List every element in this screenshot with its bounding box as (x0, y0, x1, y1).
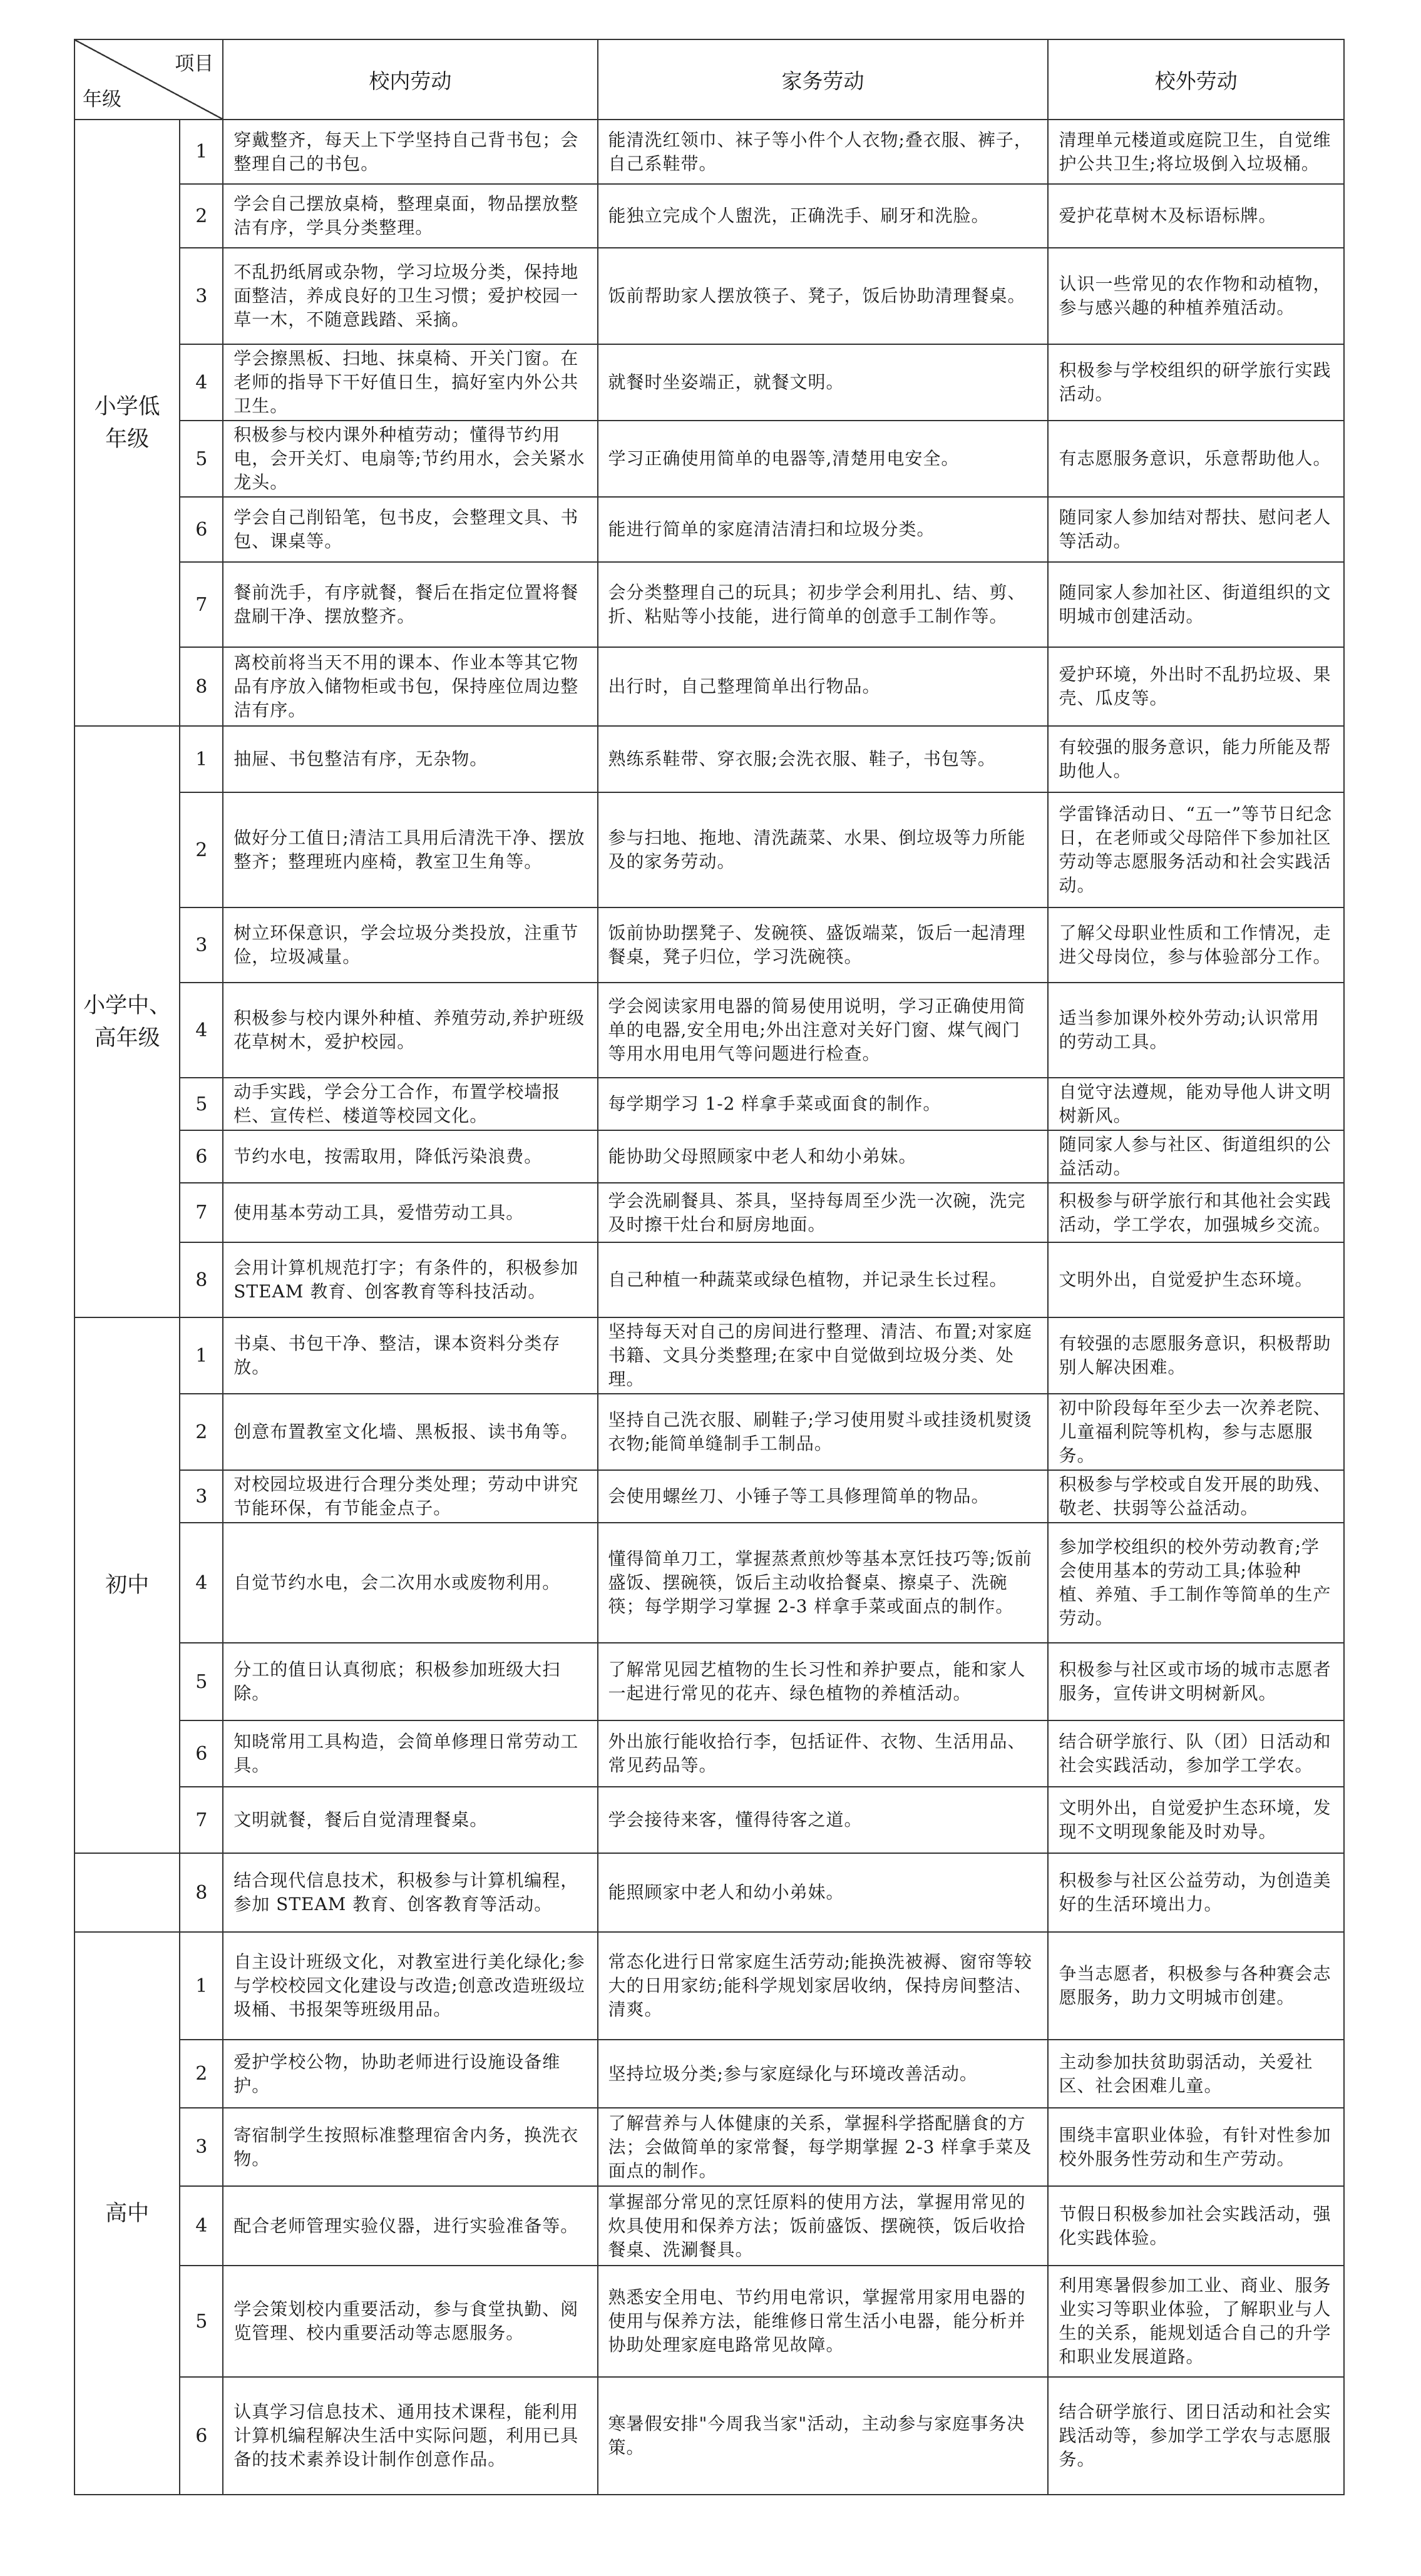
table-row (74, 1932, 1344, 2040)
housework-cell: 饭前帮助家人摆放筷子、凳子，饭后协助清理餐桌。 (598, 248, 1049, 344)
header-row (74, 39, 1344, 120)
outside-labor-cell: 随同家人参加社区、街道组织的文明城市创建活动。 (1048, 562, 1344, 647)
corner-label-grade: 年级 (83, 88, 121, 111)
table-row (74, 1470, 1344, 1523)
table-row (74, 184, 1344, 248)
row-number: 6 (180, 2377, 223, 2495)
housework-cell: 就餐时坐姿端正，就餐文明。 (598, 344, 1049, 421)
row-number: 2 (180, 1394, 223, 1470)
outside-labor-cell: 主动参加扶贫助弱活动，关爱社区、社会困难儿童。 (1048, 2040, 1344, 2108)
row-number: 5 (180, 421, 223, 497)
housework-cell: 学会接待来客，懂得待客之道。 (598, 1787, 1049, 1853)
table-row (74, 2266, 1344, 2377)
row-number: 6 (180, 497, 223, 562)
school-labor-cell: 认真学习信息技术、通用技术课程，能利用计算机编程解决生活中实际问题，利用已具备的技术素养设计制作创意作品。 (223, 2377, 597, 2495)
outside-labor-cell: 利用寒暑假参加工业、商业、服务业实习等职业体验，了解职业与人生的关系，能规划适合自己的升学和职业发展道路。 (1048, 2266, 1344, 2377)
outside-labor-cell: 围绕丰富职业体验，有针对性参加校外服务性劳动和生产劳动。 (1048, 2108, 1344, 2186)
corner-cell (74, 39, 223, 120)
outside-labor-cell: 积极参与研学旅行和其他社会实践活动，学工学农，加强城乡交流。 (1048, 1183, 1344, 1242)
school-labor-cell: 离校前将当天不用的课本、作业本等其它物品有序放入储物柜或书包，保持座位周边整洁有序。 (223, 647, 597, 726)
row-number: 2 (180, 184, 223, 248)
housework-cell: 掌握部分常见的烹饪原料的使用方法，掌握用常见的炊具使用和保养方法；饭前盛饭、摆碗筷，饭后收拾餐桌、洗涮餐具。 (598, 2186, 1049, 2266)
school-labor-cell: 树立环保意识，学会垃圾分类投放，注重节俭，垃圾减量。 (223, 907, 597, 983)
table-row (74, 2108, 1344, 2186)
housework-cell: 外出旅行能收拾行李，包括证件、衣物、生活用品、常见药品等。 (598, 1720, 1049, 1787)
housework-cell: 坚持每天对自己的房间进行整理、清洁、布置;对家庭书籍、文具分类整理;在家中自觉做到垃圾分类、处理。 (598, 1317, 1049, 1394)
row-number: 3 (180, 248, 223, 344)
table-row (74, 421, 1344, 497)
outside-labor-cell: 积极参与学校组织的研学旅行实践活动。 (1048, 344, 1344, 421)
row-number: 6 (180, 1130, 223, 1183)
grade-level-cell (74, 120, 180, 726)
row-number: 3 (180, 1470, 223, 1523)
grade-level-label: 高中 (105, 2200, 150, 2226)
table-row (74, 647, 1344, 726)
outside-labor-cell: 有志愿服务意识，乐意帮助他人。 (1048, 421, 1344, 497)
row-number: 7 (180, 1787, 223, 1853)
school-labor-cell: 寄宿制学生按照标准整理宿舍内务，换洗衣物。 (223, 2108, 597, 2186)
school-labor-cell: 动手实践，学会分工合作，布置学校墙报栏、宣传栏、楼道等校园文化。 (223, 1078, 597, 1130)
column-header-housework: 家务劳动 (598, 39, 1049, 120)
outside-labor-cell: 初中阶段每年至少去一次养老院、儿童福利院等机构，参与志愿服务。 (1048, 1394, 1344, 1470)
row-number: 1 (180, 1932, 223, 2040)
school-labor-cell: 学会自己削铅笔，包书皮，会整理文具、书包、课桌等。 (223, 497, 597, 562)
outside-labor-cell: 节假日积极参加社会实践活动，强化实践体验。 (1048, 2186, 1344, 2266)
row-number: 5 (180, 1643, 223, 1720)
outside-labor-cell: 随同家人参加结对帮扶、慰问老人等活动。 (1048, 497, 1344, 562)
grade-level-cell (74, 1932, 180, 2495)
housework-cell: 学会洗刷餐具、茶具，坚持每周至少洗一次碗，洗完及时擦干灶台和厨房地面。 (598, 1183, 1049, 1242)
grade-level-label: 小学中、 高年级 (83, 993, 172, 1051)
housework-cell: 能照顾家中老人和幼小弟妹。 (598, 1853, 1049, 1932)
housework-cell: 坚持自己洗衣服、刷鞋子;学习使用熨斗或挂烫机熨烫衣物;能简单缝制手工制品。 (598, 1394, 1049, 1470)
row-number: 4 (180, 1523, 223, 1643)
housework-cell: 能协助父母照顾家中老人和幼小弟妹。 (598, 1130, 1049, 1183)
row-number: 8 (180, 1853, 223, 1932)
table-row (74, 1853, 1344, 1932)
row-number: 8 (180, 1242, 223, 1317)
school-labor-cell: 对校园垃圾进行合理分类处理；劳动中讲究节能环保，有节能金点子。 (223, 1470, 597, 1523)
school-labor-cell: 分工的值日认真彻底；积极参加班级大扫除。 (223, 1643, 597, 1720)
row-number: 2 (180, 792, 223, 907)
row-number: 4 (180, 344, 223, 421)
school-labor-cell: 学会策划校内重要活动，参与食堂执勤、阅览管理、校内重要活动等志愿服务。 (223, 2266, 597, 2377)
table-row (74, 497, 1344, 562)
housework-cell: 每学期学习 1-2 样拿手菜或面食的制作。 (598, 1078, 1049, 1130)
school-labor-cell: 餐前洗手，有序就餐，餐后在指定位置将餐盘刷干净、摆放整齐。 (223, 562, 597, 647)
table-row (74, 792, 1344, 907)
grade-level-empty-cell (74, 1853, 180, 1932)
housework-cell: 能独立完成个人盥洗，正确洗手、刷牙和洗脸。 (598, 184, 1049, 248)
outside-labor-cell: 结合研学旅行、团日活动和社会实践活动等，参加学工学农与志愿服务。 (1048, 2377, 1344, 2495)
school-labor-cell: 做好分工值日;清洁工具用后清洗干净、摆放整齐；整理班内座椅，教室卫生角等。 (223, 792, 597, 907)
grade-level-label: 初中 (105, 1573, 150, 1598)
outside-labor-cell: 积极参与社区或市场的城市志愿者服务，宣传讲文明树新风。 (1048, 1643, 1344, 1720)
housework-cell: 懂得简单刀工，掌握蒸煮煎炒等基本烹饪技巧等;饭前盛饭、摆碗筷，饭后主动收拾餐桌、擦桌子、洗碗筷；每学期学习掌握 2-3 样拿手菜或面点的制作。 (598, 1523, 1049, 1643)
outside-labor-cell: 有较强的服务意识，能力所能及帮助他人。 (1048, 726, 1344, 792)
row-number: 7 (180, 562, 223, 647)
grade-level-label: 小学低 年级 (94, 394, 160, 452)
row-number: 1 (180, 726, 223, 792)
outside-labor-cell: 积极参与学校或自发开展的助残、敬老、扶弱等公益活动。 (1048, 1470, 1344, 1523)
school-labor-cell: 文明就餐，餐后自觉清理餐桌。 (223, 1787, 597, 1853)
school-labor-cell: 学会擦黑板、扫地、抹桌椅、开关门窗。在老师的指导下干好值日生，搞好室内外公共卫生。 (223, 344, 597, 421)
table-row (74, 1643, 1344, 1720)
outside-labor-cell: 积极参与社区公益劳动，为创造美好的生活环境出力。 (1048, 1853, 1344, 1932)
row-number: 2 (180, 2040, 223, 2108)
school-labor-cell: 抽屉、书包整洁有序，无杂物。 (223, 726, 597, 792)
outside-labor-cell: 结合研学旅行、队（团）日活动和社会实践活动，参加学工学农。 (1048, 1720, 1344, 1787)
corner-label-item: 项目 (175, 53, 214, 75)
row-number: 8 (180, 647, 223, 726)
housework-cell: 熟练系鞋带、穿衣服;会洗衣服、鞋子，书包等。 (598, 726, 1049, 792)
table-row (74, 1720, 1344, 1787)
row-number: 4 (180, 2186, 223, 2266)
school-labor-cell: 自主设计班级文化，对教室进行美化绿化;参与学校校园文化建设与改造;创意改造班级垃圾桶、书报架等班级用品。 (223, 1932, 597, 2040)
outside-labor-cell: 争当志愿者，积极参与各种赛会志愿服务，助力文明城市创建。 (1048, 1932, 1344, 2040)
school-labor-cell: 积极参与校内课外种植、养殖劳动,养护班级花草树木，爱护校园。 (223, 983, 597, 1078)
table-row (74, 2186, 1344, 2266)
outside-labor-cell: 认识一些常见的农作物和动植物，参与感兴趣的种植养殖活动。 (1048, 248, 1344, 344)
school-labor-cell: 自觉节约水电，会二次用水或废物利用。 (223, 1523, 597, 1643)
school-labor-cell: 会用计算机规范打字；有条件的，积极参加 STEAM 教育、创客教育等科技活动。 (223, 1242, 597, 1317)
outside-labor-cell: 爱护花草树木及标语标牌。 (1048, 184, 1344, 248)
housework-cell: 学习正确使用简单的电器等,清楚用电安全。 (598, 421, 1049, 497)
table-row (74, 1130, 1344, 1183)
table-row (74, 248, 1344, 344)
housework-cell: 会使用螺丝刀、小锤子等工具修理简单的物品。 (598, 1470, 1049, 1523)
row-number: 3 (180, 2108, 223, 2186)
housework-cell: 熟悉安全用电、节约用电常识，掌握常用家用电器的使用与保养方法，能维修日常生活小电器，能分析并协助处理家庭电路常见故障。 (598, 2266, 1049, 2377)
school-labor-cell: 爱护学校公物，协助老师进行设施设备维护。 (223, 2040, 597, 2108)
housework-cell: 能进行简单的家庭清洁清扫和垃圾分类。 (598, 497, 1049, 562)
housework-cell: 寒暑假安排"今周我当家"活动，主动参与家庭事务决策。 (598, 2377, 1049, 2495)
outside-labor-cell: 参加学校组织的校外劳动教育;学会使用基本的劳动工具;体验种植、养殖、手工制作等简单的生产劳动。 (1048, 1523, 1344, 1643)
housework-cell: 坚持垃圾分类;参与家庭绿化与环境改善活动。 (598, 2040, 1049, 2108)
outside-labor-cell: 适当参加课外校外劳动;认识常用的劳动工具。 (1048, 983, 1344, 1078)
school-labor-cell: 穿戴整齐，每天上下学坚持自己背书包；会整理自己的书包。 (223, 120, 597, 184)
school-labor-cell: 创意布置教室文化墙、黑板报、读书角等。 (223, 1394, 597, 1470)
school-labor-cell: 结合现代信息技术，积极参与计算机编程，参加 STEAM 教育、创客教育等活动。 (223, 1853, 597, 1932)
row-number: 5 (180, 2266, 223, 2377)
table-row (74, 1078, 1344, 1130)
row-number: 7 (180, 1183, 223, 1242)
table-row (74, 1317, 1344, 1394)
school-labor-cell: 积极参与校内课外种植劳动；懂得节约用电，会开关灯、电扇等;节约用水，会关紧水龙头。 (223, 421, 597, 497)
row-number: 5 (180, 1078, 223, 1130)
housework-cell: 学会阅读家用电器的简易使用说明，学习正确使用简单的电器,安全用电;外出注意对关好门窗、煤气阀门等用水用电用气等问题进行检查。 (598, 983, 1049, 1078)
table-body (74, 120, 1344, 2495)
row-number: 6 (180, 1720, 223, 1787)
outside-labor-cell: 有较强的志愿服务意识，积极帮助别人解决困难。 (1048, 1317, 1344, 1394)
housework-cell: 常态化进行日常家庭生活劳动;能换洗被褥、窗帘等较大的日用家纺;能科学规划家居收纳，保持房间整洁、清爽。 (598, 1932, 1049, 2040)
housework-cell: 饭前协助摆凳子、发碗筷、盛饭端菜，饭后一起清理餐桌，凳子归位，学习洗碗筷。 (598, 907, 1049, 983)
outside-labor-cell: 学雷锋活动日、“五一”等节日纪念日，在老师或父母陪伴下参加社区劳动等志愿服务活动和社会实践活动。 (1048, 792, 1344, 907)
outside-labor-cell: 自觉守法遵规，能劝导他人讲文明树新风。 (1048, 1078, 1344, 1130)
row-number: 3 (180, 907, 223, 983)
row-number: 4 (180, 983, 223, 1078)
table-row (74, 2040, 1344, 2108)
housework-cell: 了解常见园艺植物的生长习性和养护要点，能和家人一起进行常见的花卉、绿色植物的养植活动。 (598, 1643, 1049, 1720)
housework-cell: 能清洗红领巾、袜子等小件个人衣物;叠衣服、裤子，自己系鞋带。 (598, 120, 1049, 184)
school-labor-cell: 书桌、书包干净、整洁，课本资料分类存放。 (223, 1317, 597, 1394)
table-row (74, 120, 1344, 184)
school-labor-cell: 知晓常用工具构造，会简单修理日常劳动工具。 (223, 1720, 597, 1787)
table-row (74, 562, 1344, 647)
table-row (74, 726, 1344, 792)
housework-cell: 出行时，自己整理简单出行物品。 (598, 647, 1049, 726)
outside-labor-cell: 随同家人参与社区、街道组织的公益活动。 (1048, 1130, 1344, 1183)
housework-cell: 会分类整理自己的玩具；初步学会利用扎、结、剪、折、粘贴等小技能，进行简单的创意手工制作等。 (598, 562, 1049, 647)
school-labor-cell: 不乱扔纸屑或杂物，学习垃圾分类，保持地面整洁，养成良好的卫生习惯；爱护校园一草一木，不随意践踏、采摘。 (223, 248, 597, 344)
table-row (74, 1787, 1344, 1853)
row-number: 1 (180, 1317, 223, 1394)
grade-level-cell (74, 726, 180, 1317)
outside-labor-cell: 爱护环境，外出时不乱扔垃圾、果壳、瓜皮等。 (1048, 647, 1344, 726)
table-row (74, 907, 1344, 983)
school-labor-cell: 学会自己摆放桌椅，整理桌面，物品摆放整洁有序，学具分类整理。 (223, 184, 597, 248)
outside-labor-cell: 文明外出，自觉爱护生态环境。 (1048, 1242, 1344, 1317)
outside-labor-cell: 了解父母职业性质和工作情况，走进父母岗位，参与体验部分工作。 (1048, 907, 1344, 983)
school-labor-cell: 配合老师管理实验仪器，进行实验准备等。 (223, 2186, 597, 2266)
housework-cell: 参与扫地、拖地、清洗蔬菜、水果、倒垃圾等力所能及的家务劳动。 (598, 792, 1049, 907)
outside-labor-cell: 清理单元楼道或庭院卫生，自觉维护公共卫生;将垃圾倒入垃圾桶。 (1048, 120, 1344, 184)
table-row (74, 1242, 1344, 1317)
labor-table (74, 39, 1345, 2495)
table-row (74, 983, 1344, 1078)
outside-labor-cell: 文明外出，自觉爱护生态环境，发现不文明现象能及时劝导。 (1048, 1787, 1344, 1853)
table-row (74, 2377, 1344, 2495)
row-number: 1 (180, 120, 223, 184)
table-row (74, 344, 1344, 421)
school-labor-cell: 节约水电，按需取用，降低污染浪费。 (223, 1130, 597, 1183)
labor-education-table (74, 39, 1345, 2495)
table-row (74, 1183, 1344, 1242)
school-labor-cell: 使用基本劳动工具，爱惜劳动工具。 (223, 1183, 597, 1242)
table-row (74, 1523, 1344, 1643)
column-header-outside-labor: 校外劳动 (1048, 39, 1344, 120)
column-header-school-labor: 校内劳动 (223, 39, 597, 120)
housework-cell: 自己种植一种蔬菜或绿色植物，并记录生长过程。 (598, 1242, 1049, 1317)
table-row (74, 1394, 1344, 1470)
grade-level-cell (74, 1317, 180, 1853)
housework-cell: 了解营养与人体健康的关系，掌握科学搭配膳食的方法；会做简单的家常餐，每学期掌握 2-3 样拿手菜及面点的制作。 (598, 2108, 1049, 2186)
